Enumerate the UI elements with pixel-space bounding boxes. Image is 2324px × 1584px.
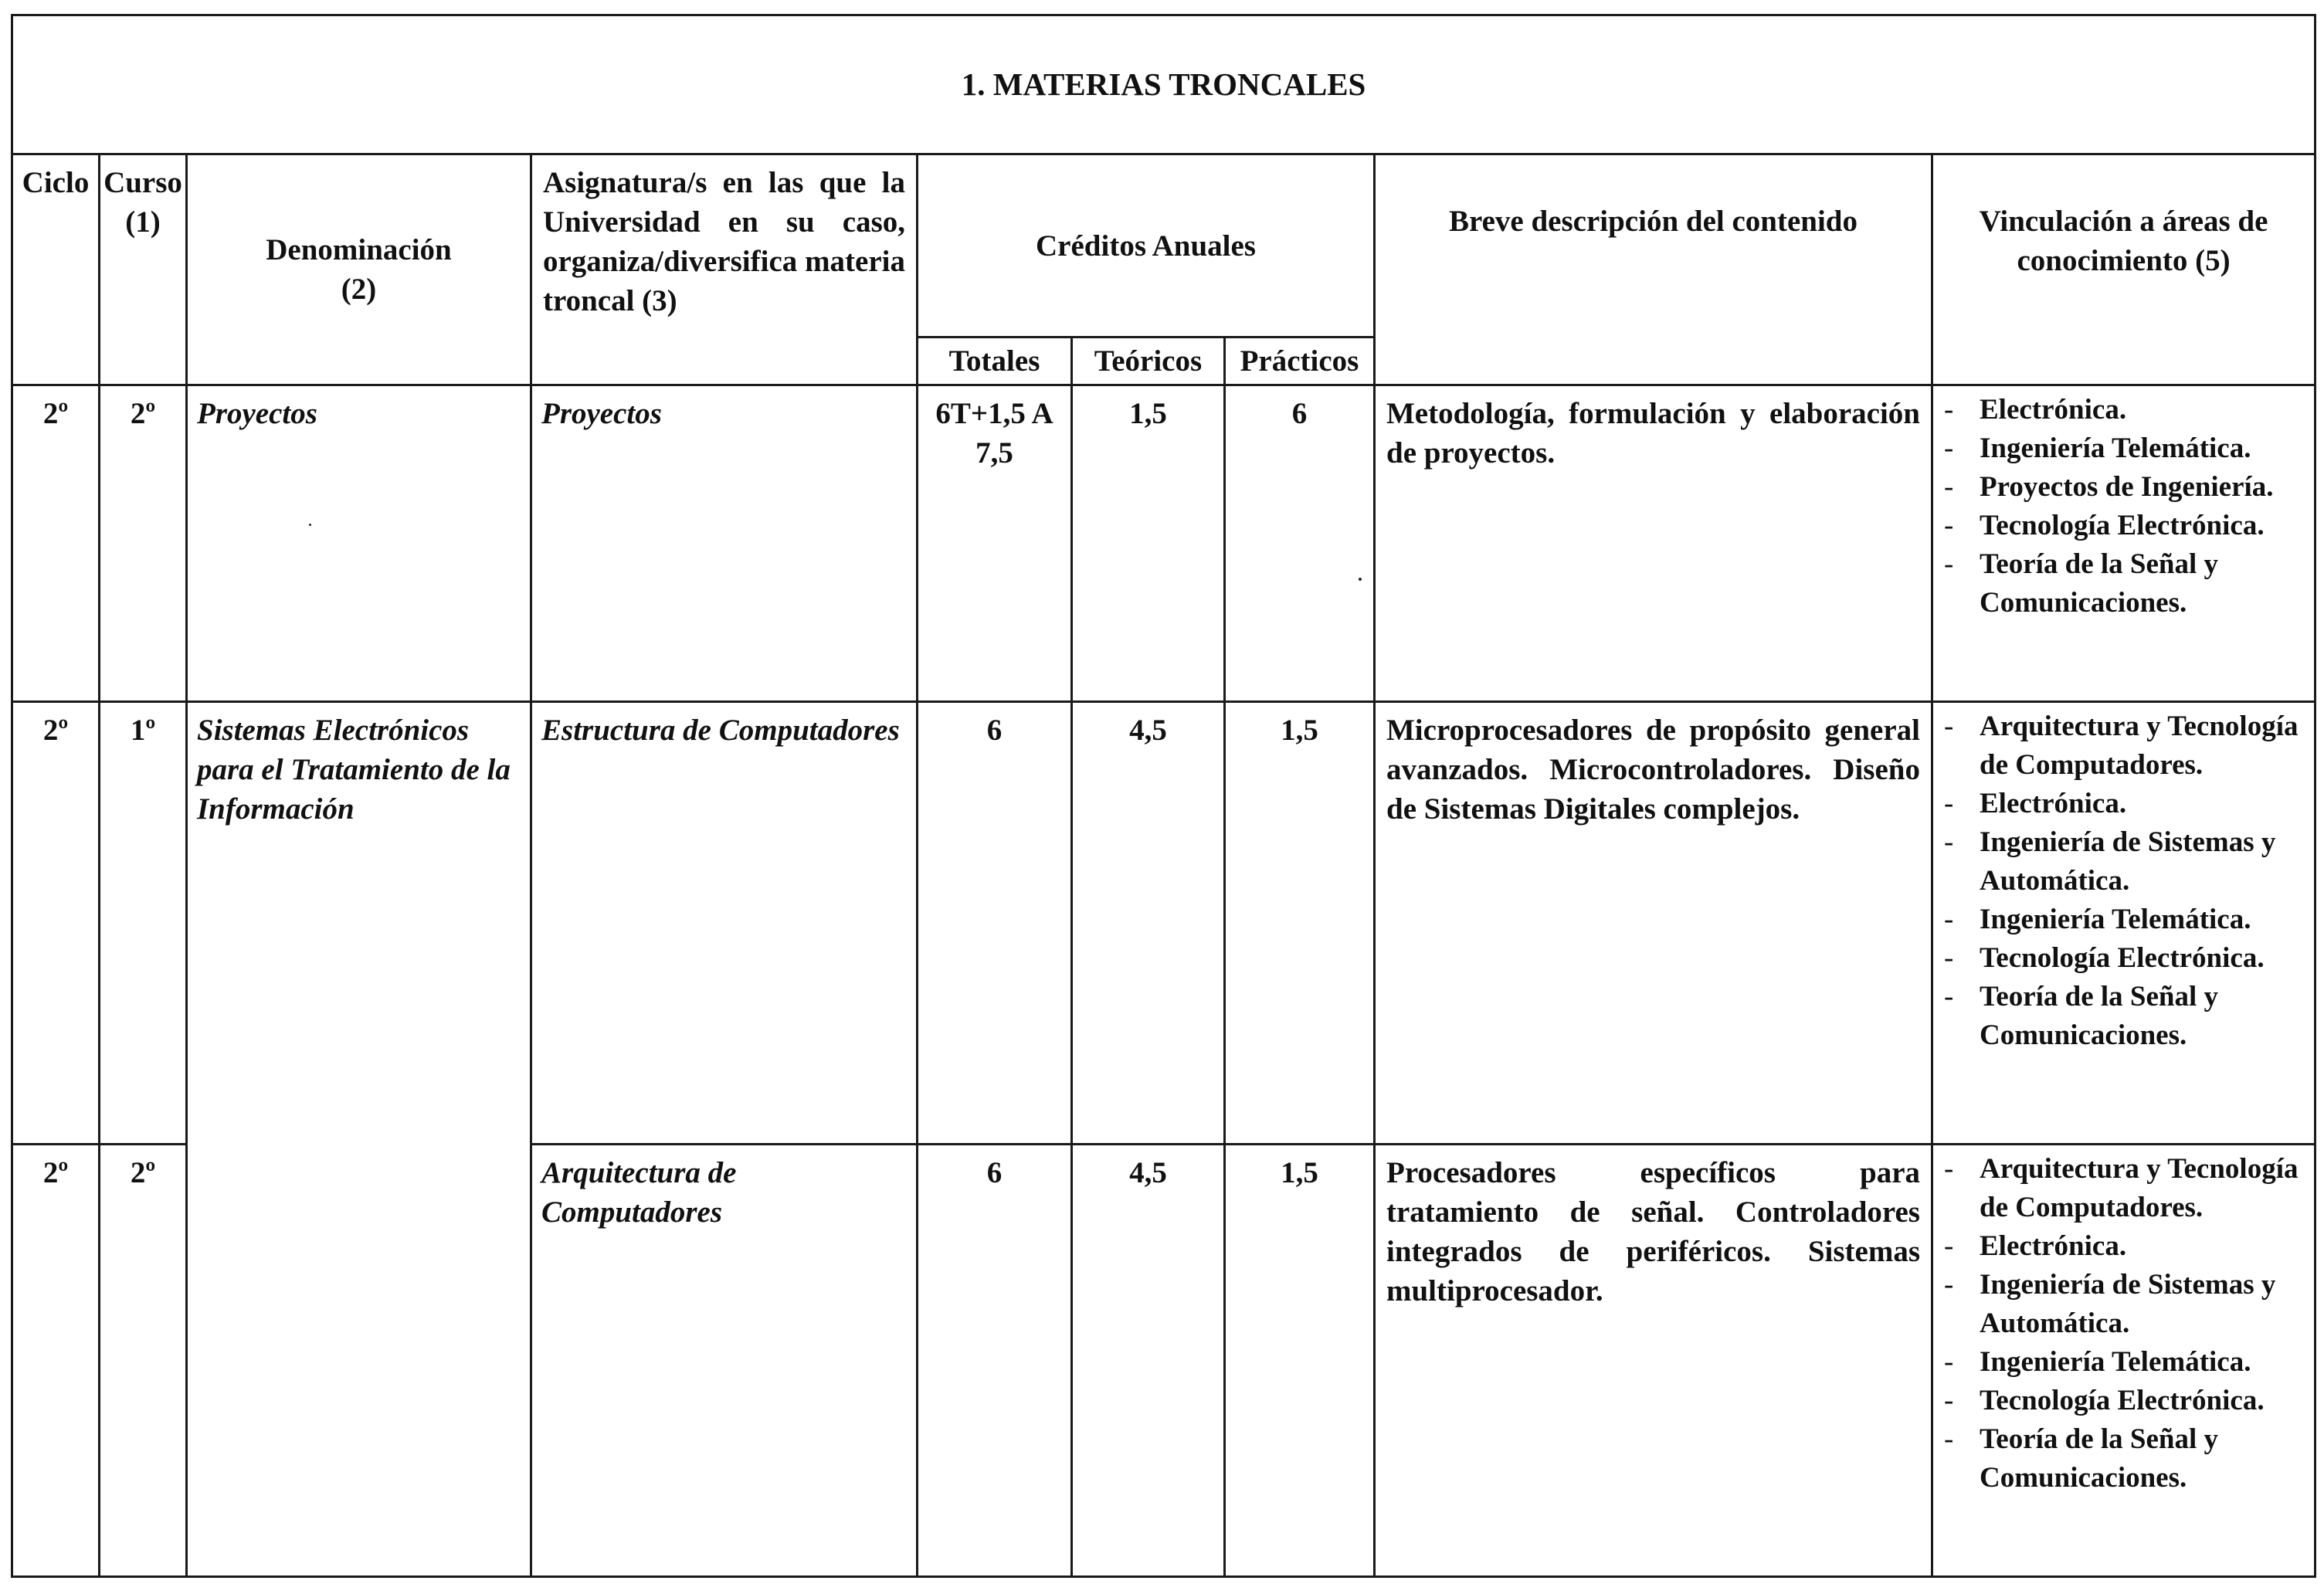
header-asignatura: Asignatura/s en las que la Universidad en su caso, organiza/diversifica materia troncal (3): [531, 154, 918, 385]
area-item: - Ingeniería Telemática.: [1944, 1343, 2306, 1382]
header-curso: Curso (1): [100, 154, 187, 385]
table-title: 1. MATERIAS TRONCALES: [12, 15, 2316, 154]
cell-totales: 6: [918, 1145, 1072, 1577]
area-item: - Electrónica.: [1944, 1227, 2306, 1266]
cell-totales: 6: [918, 702, 1072, 1145]
cell-ciclo: 2º: [12, 1145, 100, 1577]
header-denominacion: Denominación (2): [187, 154, 531, 385]
cell-denominacion: Sistemas Electrónicos para el Tratamiento de la Información: [187, 702, 531, 1577]
cell-asignatura: Estructura de Computadores: [531, 702, 918, 1145]
area-item: - Tecnología Electrónica.: [1944, 939, 2306, 978]
cell-practicos: 6: [1225, 385, 1375, 702]
cell-ciclo: 2º: [12, 385, 100, 702]
header-ciclo: Ciclo: [12, 154, 100, 385]
area-item: - Electrónica.: [1944, 391, 2306, 429]
cell-curso: 2º: [100, 385, 187, 702]
cell-practicos: 1,5: [1225, 702, 1375, 1145]
header-descripcion: Breve descripción del contenido: [1375, 154, 1932, 385]
cell-teoricos: 4,5: [1072, 1145, 1225, 1577]
area-item: - Tecnología Electrónica.: [1944, 507, 2306, 545]
area-item: - Teoría de la Señal y Comunicaciones.: [1944, 978, 2306, 1055]
cell-curso: 1º: [100, 702, 187, 1145]
cell-descripcion: Metodología, formulación y elaboración de proyectos.: [1375, 385, 1932, 702]
area-item: - Teoría de la Señal y Comunicaciones.: [1944, 1420, 2306, 1498]
table-row: [12, 702, 2316, 1145]
area-item: - Arquitectura y Tecnología de Computadores.: [1944, 1150, 2306, 1227]
area-item: - Proyectos de Ingeniería.: [1944, 468, 2306, 507]
cell-asignatura: Proyectos: [531, 385, 918, 702]
header-practicos: Prácticos: [1225, 337, 1375, 385]
cell-practicos: 1,5: [1225, 1145, 1375, 1577]
cell-ciclo: 2º: [12, 702, 100, 1145]
cell-areas: [1932, 702, 2316, 1145]
cell-descripcion: Procesadores específicos para tratamiento de señal. Controladores integrados de periféricos. Sistemas multiprocesador.: [1375, 1145, 1932, 1577]
header-teoricos: Teóricos: [1072, 337, 1225, 385]
area-item: - Ingeniería Telemática.: [1944, 429, 2306, 468]
cell-denominacion: Proyectos: [187, 385, 531, 702]
cell-descripcion: Microprocesadores de propósito general avanzados. Microcontroladores. Diseño de Sistemas Digitales complejos.: [1375, 702, 1932, 1145]
areas-list: [1933, 386, 2314, 622]
materias-troncales-table: [11, 14, 2316, 1578]
table-row: [12, 385, 2316, 702]
area-item: - Ingeniería Telemática.: [1944, 901, 2306, 939]
cell-areas: [1932, 385, 2316, 702]
cell-areas: [1932, 1145, 2316, 1577]
areas-list: [1933, 703, 2314, 1055]
cell-curso: 2º: [100, 1145, 187, 1577]
cell-teoricos: 4,5: [1072, 702, 1225, 1145]
area-item: - Ingeniería de Sistemas y Automática.: [1944, 823, 2306, 901]
cell-totales: 6T+1,5 A 7,5: [918, 385, 1072, 702]
scan-speck: [309, 524, 311, 526]
area-item: - Ingeniería de Sistemas y Automática.: [1944, 1266, 2306, 1343]
scan-speck: [1359, 578, 1362, 581]
cell-teoricos: 1,5: [1072, 385, 1225, 702]
area-item: - Teoría de la Señal y Comunicaciones.: [1944, 545, 2306, 622]
area-item: - Tecnología Electrónica.: [1944, 1382, 2306, 1420]
cell-asignatura: Arquitectura de Computadores: [531, 1145, 918, 1577]
header-totales: Totales: [918, 337, 1072, 385]
header-creditos-anuales: Créditos Anuales: [918, 154, 1375, 337]
areas-list: [1933, 1145, 2314, 1498]
area-item: - Electrónica.: [1944, 785, 2306, 823]
header-vinculacion: Vinculación a áreas de conocimiento (5): [1932, 154, 2316, 385]
area-item: - Arquitectura y Tecnología de Computadores.: [1944, 707, 2306, 785]
